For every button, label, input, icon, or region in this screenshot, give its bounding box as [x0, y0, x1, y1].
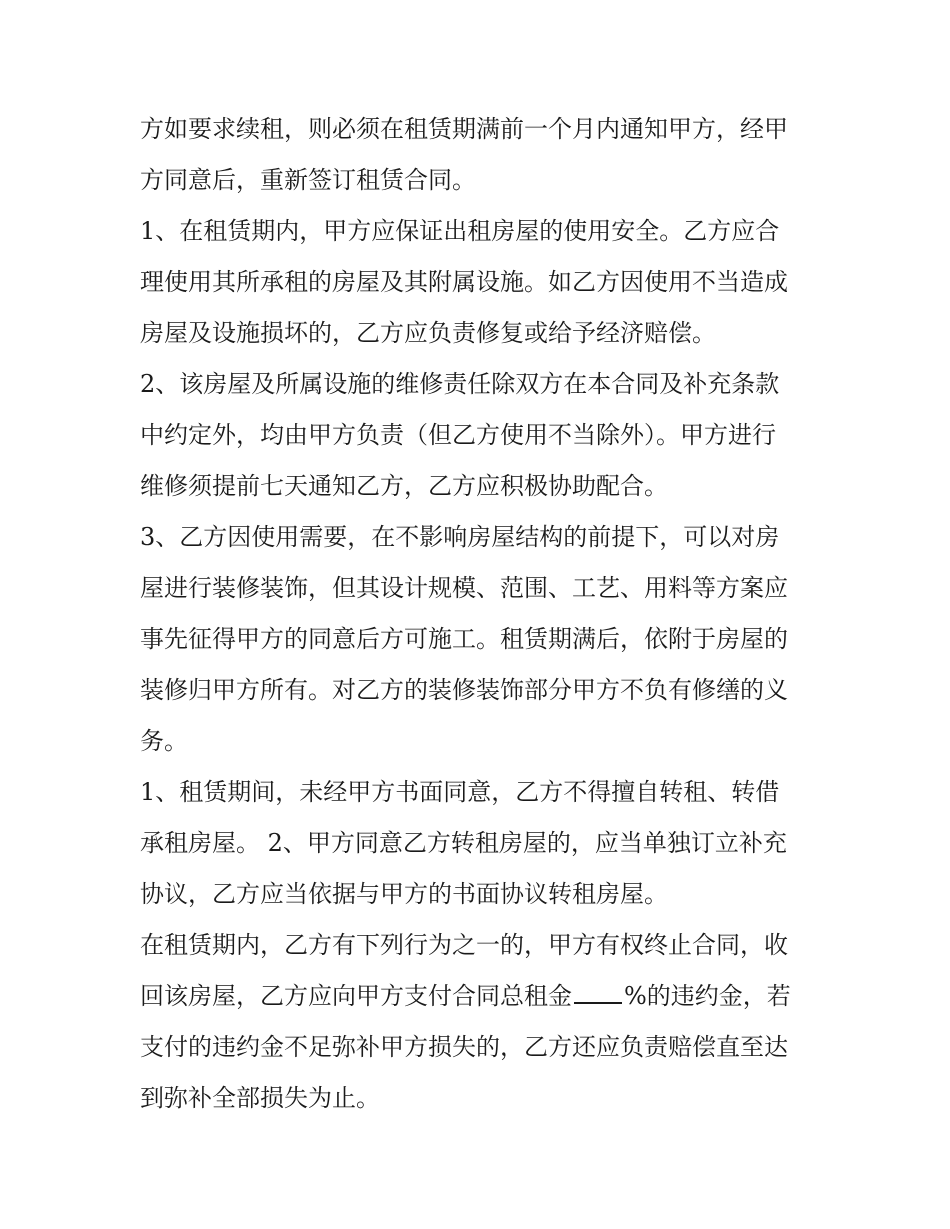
text-line: 事先征得甲方的同意后方可施工。租赁期满后，依附于房屋的: [140, 625, 788, 653]
text-line: 装修归甲方所有。对乙方的装修装饰部分甲方不负有修缮的义: [140, 676, 788, 704]
text-line: 支付的违约金不足弥补甲方损失的，乙方还应负责赔偿直至达: [140, 1033, 788, 1061]
text-line: 屋进行装修装饰，但其设计规模、范围、工艺、用料等方案应: [140, 574, 788, 602]
paragraph-renewal: [140, 104, 820, 206]
text-line: 到弥补全部损失为止。: [140, 1084, 380, 1112]
text-line: 协议，乙方应当依据与甲方的书面协议转租房屋。: [140, 880, 668, 908]
text-line: 中约定外，均由甲方负责（但乙方使用不当除外）。甲方进行: [140, 421, 776, 449]
text-line: 2、该房屋及所属设施的维修责任除双方在本合同及补充条款: [140, 370, 780, 398]
paragraph-decoration: [140, 512, 820, 767]
paragraph-safety: [140, 206, 820, 359]
paragraph-maintenance: [140, 359, 820, 512]
paragraph-termination: [140, 920, 820, 1124]
text-line: 维修须提前七天通知乙方，乙方应积极协助配合。: [140, 472, 668, 500]
text-segment: %的违约金，若: [624, 982, 791, 1010]
text-line: 理使用其所承租的房屋及其附属设施。如乙方因使用不当造成: [140, 268, 788, 296]
text-line: 方同意后，重新签订租赁合同。: [140, 166, 476, 194]
document-body: [140, 104, 820, 1124]
text-line: 方如要求续租，则必须在租赁期满前一个月内通知甲方，经甲: [140, 115, 788, 143]
fill-in-blank: [574, 972, 622, 1004]
text-line: 3、乙方因使用需要，在不影响房屋结构的前提下，可以对房: [140, 523, 780, 551]
text-segment: 回该房屋，乙方应向甲方支付合同总租金: [140, 982, 572, 1010]
text-line: 承租房屋。 2、甲方同意乙方转租房屋的，应当单独订立补充: [140, 829, 787, 857]
text-line: 1、租赁期间，未经甲方书面同意，乙方不得擅自转租、转借: [140, 778, 780, 806]
text-line: 房屋及设施损坏的，乙方应负责修复或给予经济赔偿。: [140, 319, 716, 347]
text-line: 务。: [140, 727, 188, 755]
paragraph-sublease: [140, 767, 820, 920]
text-line: 在租赁期内，乙方有下列行为之一的，甲方有权终止合同，收: [140, 931, 788, 959]
text-line-with-blank: [140, 971, 820, 1022]
text-line: 1、在租赁期内，甲方应保证出租房屋的使用安全。乙方应合: [140, 217, 780, 245]
